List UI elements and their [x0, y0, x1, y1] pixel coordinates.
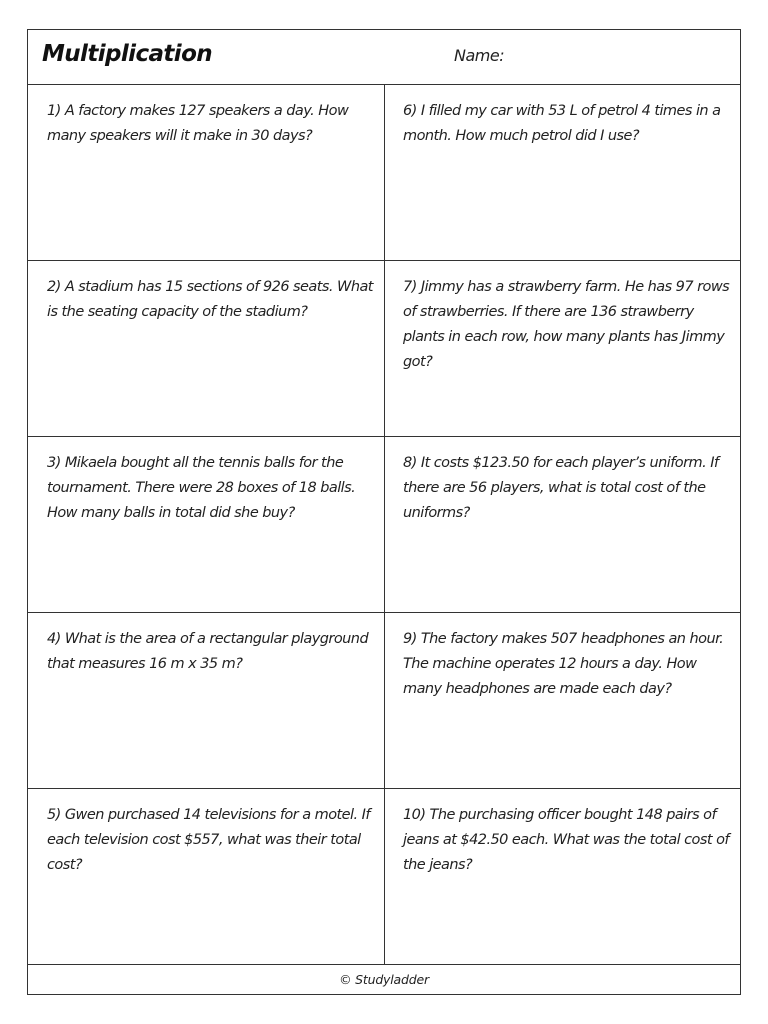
question-cell [385, 613, 740, 789]
question-cell [385, 437, 740, 613]
question-text: 7) Jimmy has a strawberry farm. He has 97 rows of strawberries. If there are 136 strawberry plants in each row, how many plants has Jimmy got? [403, 279, 730, 370]
question-text: 2) A stadium has 15 sections of 926 seats. What is the seating capacity of the stadium? [47, 279, 373, 320]
worksheet-header [28, 30, 740, 85]
question-grid [28, 85, 740, 964]
question-text: 9) The factory makes 507 headphones an hour. The machine operates 12 hours a day. How many headphones are made each day? [403, 631, 724, 697]
question-cell [28, 261, 384, 437]
question-column-left [28, 85, 385, 964]
question-cell [28, 437, 384, 613]
question-text: 6) I filled my car with 53 L of petrol 4 times in a month. How much petrol did I use? [403, 103, 721, 144]
question-cell [385, 85, 740, 261]
name-label: Name: [454, 46, 505, 65]
question-text: 1) A factory makes 127 speakers a day. How many speakers will it make in 30 days? [47, 103, 349, 144]
question-text: 3) Mikaela bought all the tennis balls for the tournament. There were 28 boxes of 18 balls. How many balls in total did she buy? [47, 455, 356, 521]
question-text: 5) Gwen purchased 14 televisions for a motel. If each television cost $557, what was their total cost? [47, 807, 370, 873]
question-cell [385, 261, 740, 437]
question-cell [28, 613, 384, 789]
copyright-footer: © Studyladder [28, 964, 740, 994]
question-cell [28, 85, 384, 261]
question-cell [28, 789, 384, 964]
question-text: 8) It costs $123.50 for each player’s uniform. If there are 56 players, what is total cost of the uniforms? [403, 455, 719, 521]
question-text: 4) What is the area of a rectangular playground that measures 16 m x 35 m? [47, 631, 369, 672]
question-column-right [385, 85, 740, 964]
question-cell [385, 789, 740, 964]
worksheet [27, 29, 741, 995]
question-text: 10) The purchasing officer bought 148 pairs of jeans at $42.50 each. What was the total cost of the jeans? [403, 807, 729, 873]
worksheet-title: Multiplication [42, 41, 213, 67]
